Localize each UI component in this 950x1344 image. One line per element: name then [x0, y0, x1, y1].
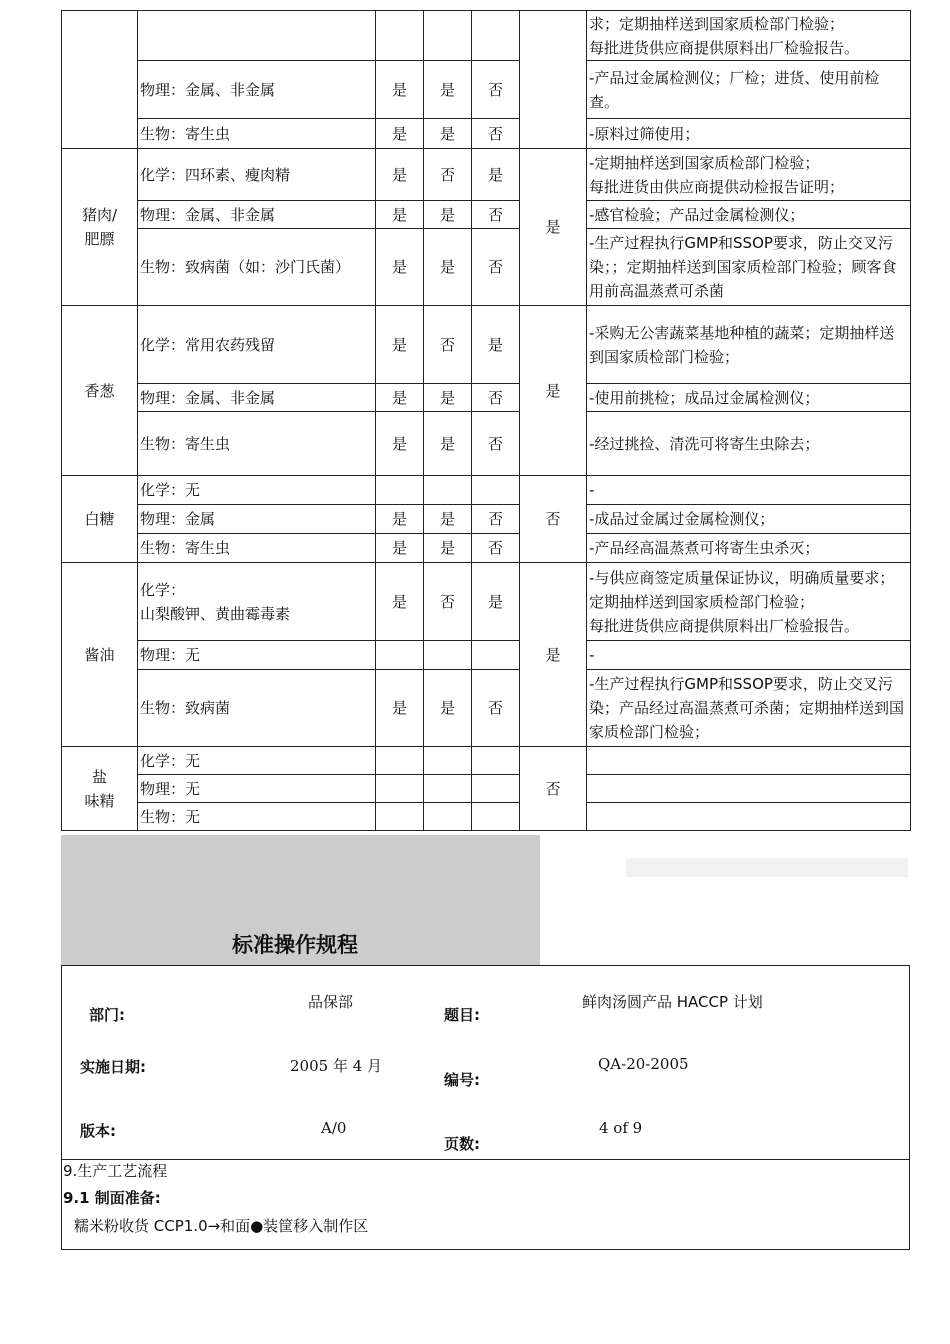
dept-value: 品保部	[308, 993, 354, 1011]
severity-cell	[424, 641, 472, 670]
significance-cell	[472, 641, 520, 670]
control-measure-cell: -生产过程执行GMP和SSOP要求，防止交叉污染；；定期抽样送到国家质检部门检验；顾客食用前高温蒸煮可杀菌	[587, 229, 911, 306]
hazard-cell: 生物：无	[138, 803, 376, 831]
table-row	[62, 670, 911, 747]
code-label: 编号:	[444, 1071, 480, 1089]
version-value: A/0	[321, 1119, 347, 1137]
table-row	[62, 747, 911, 775]
significance-cell	[472, 775, 520, 803]
likelihood-cell: 是	[376, 384, 424, 412]
hazard-cell: 物理：金属、非金属	[138, 201, 376, 229]
ingredient-cell: 香葱	[62, 306, 138, 476]
significance-cell: 否	[472, 670, 520, 747]
table-row	[62, 476, 911, 505]
table-row	[62, 803, 911, 831]
significance-cell: 否	[472, 61, 520, 119]
subject-label: 题目:	[444, 1006, 480, 1024]
control-measure-cell: -产品过金属检测仪；厂检；进货、使用前检查。	[587, 61, 911, 119]
control-measure-cell: -生产过程执行GMP和SSOP要求，防止交叉污染；产品经过高温蒸煮可杀菌；定期抽样送到国家质检部门检验；	[587, 670, 911, 747]
table-row	[62, 775, 911, 803]
significance-cell: 是	[472, 306, 520, 384]
significance-cell	[472, 476, 520, 505]
table-row	[62, 412, 911, 476]
likelihood-cell	[376, 747, 424, 775]
likelihood-cell: 是	[376, 563, 424, 641]
likelihood-cell: 是	[376, 201, 424, 229]
hazard-cell: 生物：寄生虫	[138, 119, 376, 149]
significance-cell: 否	[472, 505, 520, 534]
hazard-analysis-table	[61, 10, 911, 831]
ingredient-cell	[62, 11, 138, 149]
hazard-cell: 物理：金属、非金属	[138, 384, 376, 412]
likelihood-cell: 是	[376, 61, 424, 119]
severity-cell: 是	[424, 670, 472, 747]
severity-cell: 是	[424, 412, 472, 476]
hazard-cell: 生物：致病菌	[138, 670, 376, 747]
hazard-cell: 化学：无	[138, 747, 376, 775]
severity-cell: 是	[424, 229, 472, 306]
severity-cell	[424, 803, 472, 831]
hazard-cell: 生物：寄生虫	[138, 534, 376, 563]
ingredient-cell: 盐 味精	[62, 747, 138, 831]
date-value: 2005 年 4 月	[290, 1057, 383, 1075]
severity-cell: 是	[424, 534, 472, 563]
likelihood-cell: 是	[376, 412, 424, 476]
likelihood-cell	[376, 803, 424, 831]
table-row	[62, 306, 911, 384]
hazard-cell: 物理：金属、非金属	[138, 61, 376, 119]
likelihood-cell	[376, 641, 424, 670]
control-measure-cell: -	[587, 476, 911, 505]
significance-cell: 否	[472, 229, 520, 306]
version-label: 版本:	[80, 1122, 116, 1140]
ingredient-cell: 白糖	[62, 476, 138, 563]
likelihood-cell: 是	[376, 149, 424, 201]
date-label: 实施日期:	[80, 1058, 146, 1076]
sop-title: 标准操作规程	[232, 933, 358, 957]
control-measure-cell: -经过挑捡、清洗可将寄生虫除去；	[587, 412, 911, 476]
significance-cell: 否	[472, 201, 520, 229]
ccp-cell: 否	[520, 476, 587, 563]
process-section	[61, 1159, 910, 1250]
severity-cell	[424, 747, 472, 775]
table-row	[62, 119, 911, 149]
hazard-cell: 生物：寄生虫	[138, 412, 376, 476]
control-measure-cell: -	[587, 641, 911, 670]
severity-cell	[424, 775, 472, 803]
control-measure-cell: -产品经高温蒸煮可将寄生虫杀灭；	[587, 534, 911, 563]
significance-cell	[472, 803, 520, 831]
severity-cell: 是	[424, 505, 472, 534]
table-row	[62, 641, 911, 670]
control-measure-cell: -使用前挑检；成品过金属检测仪；	[587, 384, 911, 412]
severity-cell: 否	[424, 563, 472, 641]
significance-cell: 否	[472, 384, 520, 412]
hazard-cell: 化学：常用农药残留	[138, 306, 376, 384]
significance-cell	[472, 747, 520, 775]
likelihood-cell	[376, 11, 424, 61]
likelihood-cell: 是	[376, 306, 424, 384]
table-row	[62, 534, 911, 563]
document-header-box	[61, 965, 910, 1160]
ccp-cell: 否	[520, 747, 587, 831]
control-measure-cell	[587, 775, 911, 803]
hazard-cell	[138, 11, 376, 61]
ccp-cell: 是	[520, 306, 587, 476]
hazard-cell: 物理：金属	[138, 505, 376, 534]
control-measure-cell: -原料过筛使用；	[587, 119, 911, 149]
significance-cell	[472, 11, 520, 61]
control-measure-cell: -感官检验；产品过金属检测仪；	[587, 201, 911, 229]
ingredient-cell: 酱油	[62, 563, 138, 747]
control-measure-cell	[587, 747, 911, 775]
control-measure-cell: -成品过金属过金属检测仪；	[587, 505, 911, 534]
severity-cell: 否	[424, 149, 472, 201]
control-measure-cell: -采购无公害蔬菜基地种植的蔬菜；定期抽样送到国家质检部门检验；	[587, 306, 911, 384]
pages-value: 4 of 9	[599, 1119, 643, 1137]
pages-label: 页数:	[444, 1135, 480, 1153]
hazard-cell: 物理：无	[138, 775, 376, 803]
table-row	[62, 61, 911, 119]
severity-cell: 是	[424, 384, 472, 412]
significance-cell: 否	[472, 534, 520, 563]
process-flow: 糯米粉收货 CCP1.0→和面●装筐移入制作区	[74, 1217, 369, 1235]
control-measure-cell: 求；定期抽样送到国家质检部门检验； 每批进货供应商提供原料出厂检验报告。	[587, 11, 911, 61]
ingredient-cell: 猪肉/ 肥膘	[62, 149, 138, 306]
likelihood-cell: 是	[376, 229, 424, 306]
likelihood-cell	[376, 775, 424, 803]
severity-cell: 是	[424, 201, 472, 229]
significance-cell: 是	[472, 149, 520, 201]
severity-cell: 是	[424, 119, 472, 149]
table-row	[62, 563, 911, 641]
likelihood-cell: 是	[376, 670, 424, 747]
likelihood-cell: 是	[376, 119, 424, 149]
table-row	[62, 201, 911, 229]
ccp-cell: 是	[520, 563, 587, 747]
severity-cell	[424, 11, 472, 61]
dept-label: 部门:	[89, 1006, 125, 1024]
process-subheading: 9.1 制面准备:	[63, 1189, 161, 1207]
significance-cell: 是	[472, 563, 520, 641]
code-value: QA-20-2005	[598, 1055, 689, 1073]
table-row	[62, 505, 911, 534]
likelihood-cell: 是	[376, 505, 424, 534]
hazard-cell: 生物：致病菌（如：沙门氏菌）	[138, 229, 376, 306]
hazard-cell: 化学：四环素、瘦肉精	[138, 149, 376, 201]
severity-cell: 否	[424, 306, 472, 384]
control-measure-cell	[587, 803, 911, 831]
control-measure-cell: -定期抽样送到国家质检部门检验； 每批进货由供应商提供动检报告证明；	[587, 149, 911, 201]
table-row	[62, 11, 911, 61]
control-measure-cell: -与供应商签定质量保证协议，明确质量要求；定期抽样送到国家质检部门检验； 每批进货供应商提供原料出厂检验报告。	[587, 563, 911, 641]
header-gray-strip	[626, 858, 908, 877]
severity-cell	[424, 476, 472, 505]
significance-cell: 否	[472, 412, 520, 476]
severity-cell: 是	[424, 61, 472, 119]
likelihood-cell	[376, 476, 424, 505]
ccp-cell: 是	[520, 149, 587, 306]
hazard-cell: 化学： 山梨酸钾、黄曲霉毒素	[138, 563, 376, 641]
process-heading: 9.生产工艺流程	[63, 1162, 168, 1180]
ccp-cell	[520, 11, 587, 149]
significance-cell: 否	[472, 119, 520, 149]
table-row	[62, 384, 911, 412]
likelihood-cell: 是	[376, 534, 424, 563]
subject-value: 鲜肉汤圆产品 HACCP 计划	[582, 993, 763, 1011]
table-row	[62, 149, 911, 201]
hazard-cell: 物理：无	[138, 641, 376, 670]
table-row	[62, 229, 911, 306]
hazard-cell: 化学：无	[138, 476, 376, 505]
